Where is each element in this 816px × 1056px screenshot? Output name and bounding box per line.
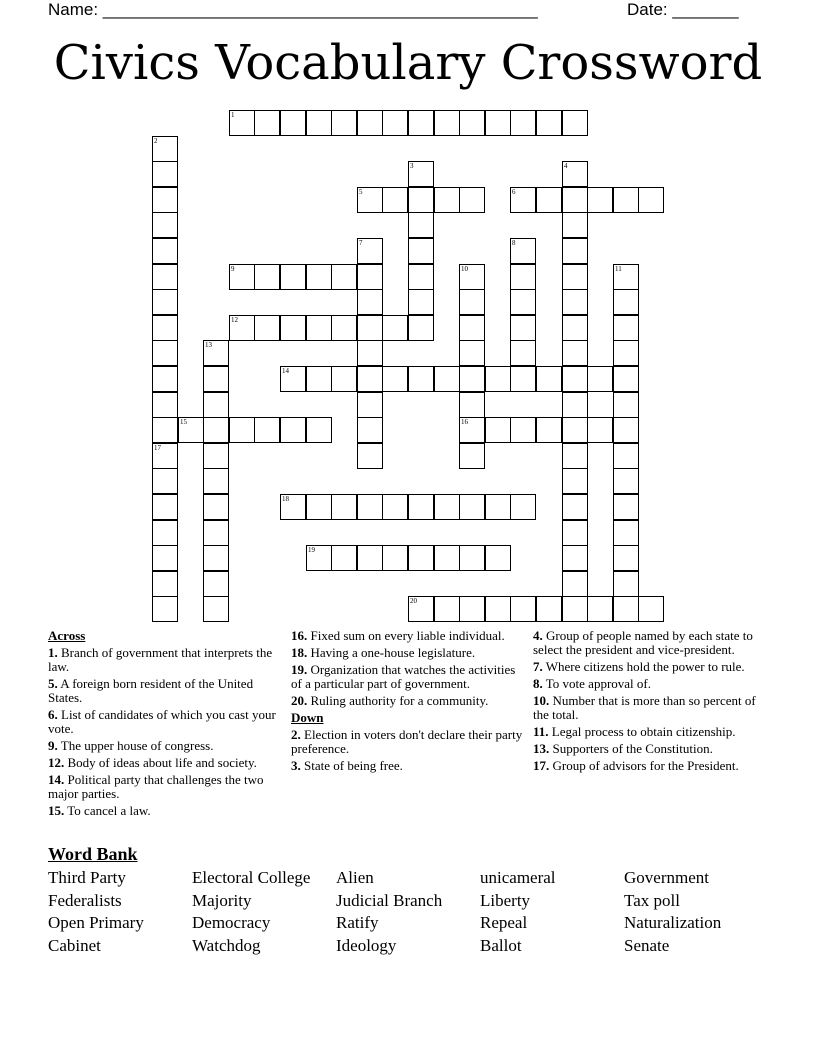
grid-cell[interactable] [485, 110, 511, 136]
grid-cell[interactable] [382, 366, 408, 392]
clue-number-label: 2. [291, 727, 301, 742]
grid-cell[interactable] [280, 366, 306, 392]
clue-text: Body of ideas about life and society. [64, 755, 257, 770]
clue-number-label: 9. [48, 738, 58, 753]
grid-cell[interactable] [485, 596, 511, 622]
word-bank-item: Alien [336, 868, 374, 887]
grid-cell[interactable] [152, 417, 178, 443]
grid-cell[interactable] [203, 417, 229, 443]
grid-cell[interactable] [152, 212, 178, 238]
grid-cell[interactable] [562, 468, 588, 494]
grid-cell[interactable] [459, 187, 485, 213]
grid-cell[interactable] [459, 110, 485, 136]
word-bank-item: Repeal [480, 913, 528, 932]
grid-cell[interactable] [306, 417, 332, 443]
clue-number-label: 11. [533, 724, 549, 739]
clue-number: 12 [231, 316, 238, 324]
grid-cell[interactable] [331, 110, 357, 136]
clue-item [533, 629, 769, 657]
grid-cell[interactable] [280, 315, 306, 341]
word-bank-item: Liberty [480, 891, 531, 910]
clue-number-label: 19. [291, 662, 308, 677]
grid-cell[interactable] [357, 443, 383, 469]
grid-cell[interactable] [510, 315, 536, 341]
clue-text: Ruling authority for a community. [307, 693, 489, 708]
grid-cell[interactable] [613, 520, 639, 546]
grid-cell[interactable] [152, 494, 178, 520]
clue-number-label: 10. [533, 693, 550, 708]
grid-cell[interactable] [459, 494, 485, 520]
grid-cell[interactable] [562, 443, 588, 469]
grid-cell[interactable] [459, 392, 485, 418]
clue-text: Fixed sum on every liable individual. [307, 628, 505, 643]
grid-cell[interactable] [203, 340, 229, 366]
grid-cell[interactable] [306, 545, 332, 571]
grid-cell[interactable] [562, 392, 588, 418]
clue-text: Election in voters don't declare their party preference. [291, 727, 523, 756]
grid-cell[interactable] [357, 392, 383, 418]
grid-cell[interactable] [229, 315, 255, 341]
word-bank-item: Majority [192, 891, 252, 910]
clue-number: 5 [359, 188, 363, 196]
clues-column-3 [533, 629, 769, 776]
grid-cell[interactable] [408, 315, 434, 341]
clues-column-1 [48, 629, 284, 821]
grid-cell[interactable] [459, 264, 485, 290]
grid-cell[interactable] [408, 161, 434, 187]
grid-cell[interactable] [229, 264, 255, 290]
grid-cell[interactable] [613, 340, 639, 366]
clue-text: To vote approval of. [542, 676, 651, 691]
clue-item [48, 804, 284, 818]
word-bank-item: Judicial Branch [336, 891, 443, 910]
clue-number: 11 [615, 265, 622, 273]
clue-item [291, 629, 527, 643]
grid-cell[interactable] [306, 264, 332, 290]
clue-text: Organization that watches the activities of a particular part of government. [291, 662, 516, 691]
grid-cell[interactable] [152, 136, 178, 162]
grid-cell[interactable] [331, 494, 357, 520]
clue-item [48, 646, 284, 674]
grid-cell[interactable] [152, 238, 178, 264]
clue-item [533, 742, 769, 756]
grid-cell[interactable] [306, 366, 332, 392]
grid-cell[interactable] [203, 596, 229, 622]
grid-cell[interactable] [152, 289, 178, 315]
word-bank-item: Electoral College [192, 868, 311, 887]
grid-cell[interactable] [306, 110, 332, 136]
grid-cell[interactable] [203, 443, 229, 469]
grid-cell[interactable] [613, 494, 639, 520]
clue-number-label: 14. [48, 772, 65, 787]
clue-item [533, 677, 769, 691]
grid-cell[interactable] [408, 110, 434, 136]
grid-cell[interactable] [382, 187, 408, 213]
clue-item [291, 694, 527, 708]
grid-cell[interactable] [562, 417, 588, 443]
grid-cell[interactable] [613, 264, 639, 290]
clue-text: Political party that challenges the two major parties. [48, 772, 264, 801]
word-bank-item: Tax poll [624, 891, 680, 910]
grid-cell[interactable] [280, 110, 306, 136]
grid-cell[interactable] [280, 417, 306, 443]
grid-cell[interactable] [152, 315, 178, 341]
grid-cell[interactable] [203, 494, 229, 520]
clue-text: Legal process to obtain citizenship. [548, 724, 736, 739]
grid-cell[interactable] [562, 545, 588, 571]
clue-text: State of being free. [300, 758, 403, 773]
grid-cell[interactable] [510, 596, 536, 622]
grid-cell[interactable] [203, 545, 229, 571]
grid-cell[interactable] [152, 187, 178, 213]
grid-cell[interactable] [382, 545, 408, 571]
grid-cell[interactable] [357, 264, 383, 290]
grid-cell[interactable] [536, 417, 562, 443]
grid-cell[interactable] [485, 417, 511, 443]
grid-cell[interactable] [510, 238, 536, 264]
clue-number: 15 [180, 418, 187, 426]
grid-cell[interactable] [254, 417, 280, 443]
grid-cell[interactable] [459, 545, 485, 571]
grid-cell[interactable] [587, 417, 613, 443]
word-bank-item: Open Primary [48, 913, 144, 932]
grid-cell[interactable] [510, 264, 536, 290]
grid-cell[interactable] [408, 264, 434, 290]
grid-cell[interactable] [613, 545, 639, 571]
clue-item [291, 646, 527, 660]
grid-cell[interactable] [613, 187, 639, 213]
grid-cell[interactable] [152, 596, 178, 622]
clue-number: 18 [282, 495, 289, 503]
grid-cell[interactable] [459, 596, 485, 622]
clues-column-2 [291, 629, 527, 776]
grid-cell[interactable] [152, 443, 178, 469]
grid-cell[interactable] [510, 187, 536, 213]
clue-text: Supporters of the Constitution. [549, 741, 713, 756]
clue-number: 14 [282, 367, 289, 375]
word-bank-item: Third Party [48, 868, 126, 887]
grid-cell[interactable] [485, 494, 511, 520]
clue-number-label: 18. [291, 645, 308, 660]
grid-cell[interactable] [587, 366, 613, 392]
grid-cell[interactable] [613, 289, 639, 315]
grid-cell[interactable] [408, 289, 434, 315]
grid-cell[interactable] [152, 392, 178, 418]
clue-number-label: 15. [48, 803, 65, 818]
clue-number: 19 [308, 546, 315, 554]
word-bank-item: Watchdog [192, 936, 261, 955]
grid-cell[interactable] [357, 340, 383, 366]
grid-cell[interactable] [459, 417, 485, 443]
date-field-label: Date: _______ [627, 0, 739, 19]
grid-cell[interactable] [562, 110, 588, 136]
grid-cell[interactable] [357, 238, 383, 264]
clue-text: A foreign born resident of the United States. [48, 676, 254, 705]
grid-cell[interactable] [562, 520, 588, 546]
grid-cell[interactable] [613, 596, 639, 622]
clue-number-label: 7. [533, 659, 543, 674]
clue-text: Group of advisors for the President. [549, 758, 739, 773]
word-bank-item: Democracy [192, 913, 271, 932]
grid-cell[interactable] [152, 366, 178, 392]
clue-number-label: 16. [291, 628, 308, 643]
grid-cell[interactable] [152, 571, 178, 597]
clue-number: 1 [231, 111, 235, 119]
grid-cell[interactable] [459, 289, 485, 315]
grid-cell[interactable] [254, 315, 280, 341]
grid-cell[interactable] [280, 494, 306, 520]
grid-cell[interactable] [408, 494, 434, 520]
clue-item [48, 708, 284, 736]
grid-cell[interactable] [510, 289, 536, 315]
grid-cell[interactable] [536, 596, 562, 622]
grid-cell[interactable] [254, 110, 280, 136]
grid-cell[interactable] [562, 187, 588, 213]
grid-cell[interactable] [331, 545, 357, 571]
grid-cell[interactable] [357, 315, 383, 341]
grid-cell[interactable] [638, 187, 664, 213]
clue-number: 17 [154, 444, 161, 452]
grid-cell[interactable] [459, 315, 485, 341]
across-heading: Across [48, 628, 86, 643]
grid-cell[interactable] [562, 571, 588, 597]
grid-cell[interactable] [587, 596, 613, 622]
grid-cell[interactable] [408, 238, 434, 264]
down-heading: Down [291, 710, 324, 725]
grid-cell[interactable] [203, 468, 229, 494]
grid-cell[interactable] [434, 366, 460, 392]
grid-cell[interactable] [382, 110, 408, 136]
clue-item [291, 663, 527, 691]
grid-cell[interactable] [357, 494, 383, 520]
grid-cell[interactable] [562, 494, 588, 520]
grid-cell[interactable] [280, 264, 306, 290]
grid-cell[interactable] [613, 315, 639, 341]
grid-cell[interactable] [613, 443, 639, 469]
word-bank-item: unicameral [480, 868, 556, 887]
grid-cell[interactable] [510, 417, 536, 443]
clue-number-label: 17. [533, 758, 550, 773]
grid-cell[interactable] [408, 596, 434, 622]
clue-text: Having a one-house legislature. [307, 645, 476, 660]
grid-cell[interactable] [562, 366, 588, 392]
grid-cell[interactable] [485, 366, 511, 392]
grid-cell[interactable] [152, 161, 178, 187]
clue-item [291, 759, 527, 773]
clue-number: 4 [564, 162, 568, 170]
grid-cell[interactable] [357, 545, 383, 571]
grid-cell[interactable] [152, 545, 178, 571]
clue-item [48, 773, 284, 801]
grid-cell[interactable] [485, 545, 511, 571]
grid-cell[interactable] [536, 110, 562, 136]
grid-cell[interactable] [152, 468, 178, 494]
grid-cell[interactable] [613, 366, 639, 392]
name-field-label: Name: ______________________________________________ [48, 0, 538, 19]
grid-cell[interactable] [152, 264, 178, 290]
grid-cell[interactable] [562, 315, 588, 341]
clue-item [291, 728, 527, 756]
grid-cell[interactable] [203, 366, 229, 392]
grid-cell[interactable] [203, 571, 229, 597]
grid-cell[interactable] [357, 187, 383, 213]
grid-cell[interactable] [357, 289, 383, 315]
grid-cell[interactable] [408, 366, 434, 392]
grid-cell[interactable] [434, 494, 460, 520]
clue-item [533, 694, 769, 722]
clue-number-label: 12. [48, 755, 65, 770]
grid-cell[interactable] [613, 468, 639, 494]
grid-cell[interactable] [562, 340, 588, 366]
grid-cell[interactable] [434, 110, 460, 136]
grid-cell[interactable] [178, 417, 204, 443]
clue-item [533, 660, 769, 674]
word-bank-item: Ballot [480, 936, 522, 955]
grid-cell[interactable] [638, 596, 664, 622]
grid-cell[interactable] [562, 212, 588, 238]
grid-cell[interactable] [408, 545, 434, 571]
clue-item [48, 756, 284, 770]
word-bank-item: Senate [624, 936, 670, 955]
grid-cell[interactable] [254, 264, 280, 290]
grid-cell[interactable] [382, 315, 408, 341]
grid-cell[interactable] [613, 571, 639, 597]
clue-item [48, 739, 284, 753]
clue-text: To cancel a law. [64, 803, 151, 818]
grid-cell[interactable] [536, 366, 562, 392]
clue-item [533, 759, 769, 773]
grid-cell[interactable] [434, 596, 460, 622]
grid-cell[interactable] [229, 110, 255, 136]
grid-cell[interactable] [459, 366, 485, 392]
clue-number: 7 [359, 239, 363, 247]
grid-cell[interactable] [434, 187, 460, 213]
clue-number-label: 1. [48, 645, 58, 660]
grid-cell[interactable] [203, 392, 229, 418]
grid-cell[interactable] [331, 366, 357, 392]
clue-number-label: 3. [291, 758, 301, 773]
grid-cell[interactable] [510, 494, 536, 520]
grid-cell[interactable] [357, 417, 383, 443]
clue-number-label: 8. [533, 676, 543, 691]
clue-number-label: 13. [533, 741, 550, 756]
word-bank-item: Government [624, 868, 709, 887]
clue-number: 3 [410, 162, 414, 170]
clue-number: 9 [231, 265, 235, 273]
grid-cell[interactable] [510, 110, 536, 136]
grid-cell[interactable] [152, 340, 178, 366]
clue-text: Group of people named by each state to select the president and vice-president. [533, 628, 753, 657]
grid-cell[interactable] [357, 366, 383, 392]
grid-cell[interactable] [536, 187, 562, 213]
grid-cell[interactable] [562, 161, 588, 187]
clue-number-label: 5. [48, 676, 58, 691]
grid-cell[interactable] [459, 443, 485, 469]
word-bank-item: Ratify [336, 913, 379, 932]
clue-item [533, 725, 769, 739]
grid-cell[interactable] [613, 417, 639, 443]
grid-cell[interactable] [408, 212, 434, 238]
clue-number: 10 [461, 265, 468, 273]
grid-cell[interactable] [613, 392, 639, 418]
word-bank-item: Cabinet [48, 936, 101, 955]
clue-number-label: 4. [533, 628, 543, 643]
grid-cell[interactable] [562, 238, 588, 264]
grid-cell[interactable] [229, 417, 255, 443]
grid-cell[interactable] [510, 366, 536, 392]
grid-cell[interactable] [306, 315, 332, 341]
grid-cell[interactable] [562, 289, 588, 315]
word-bank-item: Naturalization [624, 913, 722, 932]
grid-cell[interactable] [562, 596, 588, 622]
clue-number: 2 [154, 137, 158, 145]
grid-cell[interactable] [510, 340, 536, 366]
clue-text: Branch of government that interprets the law. [48, 645, 273, 674]
clue-text: List of candidates of which you cast your vote. [48, 707, 276, 736]
grid-cell[interactable] [382, 494, 408, 520]
word-bank-title: Word Bank [48, 844, 138, 864]
clue-text: The upper house of congress. [57, 738, 214, 753]
grid-cell[interactable] [587, 187, 613, 213]
clue-number-label: 6. [48, 707, 58, 722]
clue-number: 6 [512, 188, 516, 196]
grid-cell[interactable] [434, 545, 460, 571]
clue-number: 8 [512, 239, 516, 247]
grid-cell[interactable] [562, 264, 588, 290]
grid-cell[interactable] [306, 494, 332, 520]
clue-number: 13 [205, 341, 212, 349]
grid-cell[interactable] [152, 520, 178, 546]
clue-number: 20 [410, 597, 417, 605]
grid-cell[interactable] [357, 110, 383, 136]
grid-cell[interactable] [331, 264, 357, 290]
grid-cell[interactable] [331, 315, 357, 341]
page-title: Civics Vocabulary Crossword [53, 35, 763, 91]
clue-number: 16 [461, 418, 468, 426]
grid-cell[interactable] [203, 520, 229, 546]
clue-number-label: 20. [291, 693, 308, 708]
grid-cell[interactable] [459, 340, 485, 366]
word-bank-item: Ideology [336, 936, 397, 955]
grid-cell[interactable] [408, 187, 434, 213]
clue-text: Number that is more than so percent of the total. [533, 693, 756, 722]
clue-item [48, 677, 284, 705]
word-bank-item: Federalists [48, 891, 122, 910]
clue-text: Where citizens hold the power to rule. [542, 659, 745, 674]
